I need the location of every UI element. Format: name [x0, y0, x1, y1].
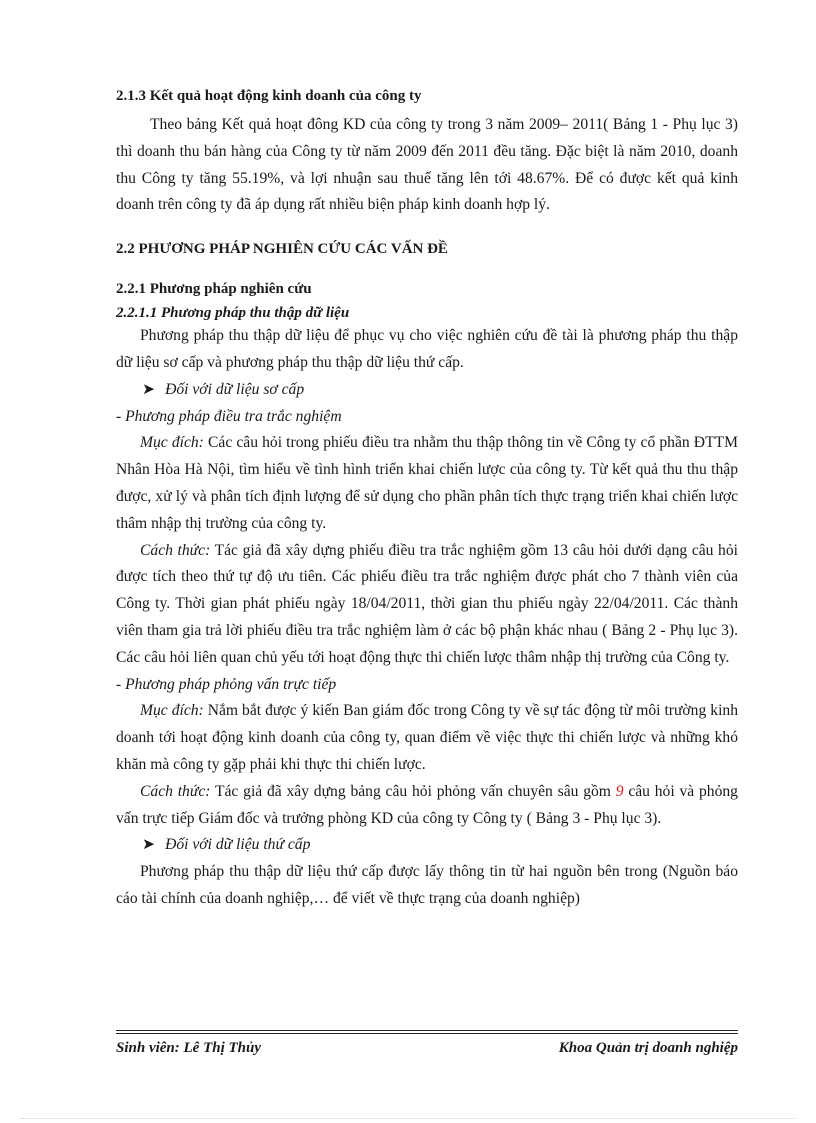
paragraph-survey-purpose [116, 430, 738, 537]
interview-purpose-label: Mục đích: [140, 702, 204, 720]
arrowhead-bullet-icon: ➤ [142, 836, 156, 854]
paragraph-secondary-data: Phương pháp thu thập dữ liệu thứ cấp được lấy thông tin từ hai nguồn bên trong (Nguồn báo cáo tài chính của doanh nghiệp,… để viết về thực trạng của doanh nghiệp) [116, 863, 738, 907]
interview-method-label: Cách thức: [140, 782, 211, 800]
section-heading-2-2: 2.2 PHƯƠNG PHÁP NGHIÊN CỨU CÁC VẤN ĐỀ [116, 241, 448, 258]
survey-purpose-label: Mục đích: [140, 434, 204, 452]
bullet-secondary-data [116, 832, 738, 859]
page-content [116, 86, 738, 913]
paragraph-interview-method [116, 779, 738, 833]
section-heading-2-2-1: 2.2.1 Phương pháp nghiên cứu [116, 281, 312, 298]
bullet-primary-label: Đối với dữ liệu sơ cấp [165, 380, 305, 398]
paragraph-interview-purpose [116, 698, 738, 778]
paragraph-intro-methods: Phương pháp thu thập dữ liệu để phục vụ cho việc nghiên cứu đề tài là phương pháp thu thập dữ liệu sơ cấp và phương pháp thu thập dữ liệu thứ cấp. [116, 327, 738, 371]
method-survey-heading: - Phương pháp điều tra trắc nghiệm [116, 407, 342, 425]
interview-question-count: 9 [615, 782, 624, 800]
interview-method-text-post: câu hỏi và phỏng vấn trực tiếp Giám đốc và trưởng phòng KD của công ty Công ty ( Bảng 3 - Phụ lục 3). [116, 782, 738, 827]
survey-method-text: Tác giả đã xây dựng phiếu điều tra trắc nghiệm gồm 13 câu hỏi dưới dạng câu hỏi được tích theo thứ tự độ ưu tiên. Các phiếu điều tra trắc nghiệm được phát cho 7 thành viên của Công ty. Thời gian phát phiếu ngày 18/04/2011, thời gian thu phiếu ngày 22/04/2011. Các thành viên tham gia trả lời phiếu điều tra trắc nghiệm làm ở các bộ phận khác nhau ( Bảng 2 - Phụ lục 3). Các câu hỏi liên quan chủ yếu tới hoạt động thực thi chiến lược thâm nhập thị trường của Công ty. [116, 541, 738, 666]
interview-purpose-text: Nắm bắt được ý kiến Ban giám đốc trong Công ty về sự tác động từ môi trường kinh doanh tới hoạt động kinh doanh của công ty, quan điểm về việc thực thi chiến lược và những khó khăn mà công ty gặp phải khi thực thi chiến lược. [116, 702, 738, 773]
interview-method-text-pre: Tác giả đã xây dựng bảng câu hỏi phỏng vấn chuyên sâu gồm [210, 782, 616, 800]
paragraph-business-results: Theo bảng Kết quả hoạt đông KD của công ty trong 3 năm 2009– 2011( Bảng 1 - Phụ lục 3) thì doanh thu bán hàng của Công ty từ năm 2009 đến 2011 đều tăng. Đặc biệt là năm 2010, doanh thu Công ty tăng 55.19%, và lợi nhuận sau thuế tăng lên tới 48.67%. Để có được kết quả kinh doanh trên công ty đã áp dụng rất nhiều biện pháp kinh doanh hợp lý. [116, 116, 738, 214]
page-footer [116, 1040, 738, 1057]
footer-faculty-name: Khoa Quản trị doanh nghiệp [558, 1040, 738, 1056]
section-heading-2-2-1-1: 2.2.1.1 Phương pháp thu thập dữ liệu [116, 305, 350, 322]
footer-double-rule [116, 1030, 738, 1034]
arrowhead-bullet-icon: ➤ [142, 380, 156, 398]
section-heading-2-1-3: 2.1.3 Kết quả hoạt động kinh doanh của công ty [116, 88, 422, 104]
survey-method-label: Cách thức: [140, 541, 211, 559]
bullet-secondary-label: Đối với dữ liệu thứ cấp [165, 836, 311, 854]
survey-purpose-text: Các câu hỏi trong phiếu điều tra nhằm thu thập thông tin về Công ty cổ phần ĐTTM Nhân Hòa Hà Nội, tìm hiểu về tình hình triển khai chiến lược của công ty. Từ kết quả thu thu thập được, xử lý và phân tích định lượng để sử dụng cho phần phân tích thực trạng triển khai chiến lược thâm nhập thị trường của công ty. [116, 434, 738, 532]
footer-student-name: Sinh viên: Lê Thị Thủy [116, 1040, 262, 1056]
page-bottom-border [20, 1118, 796, 1119]
method-interview-heading: - Phương pháp phỏng vấn trực tiếp [116, 675, 337, 693]
paragraph-survey-method [116, 538, 738, 672]
bullet-primary-data [116, 377, 738, 404]
